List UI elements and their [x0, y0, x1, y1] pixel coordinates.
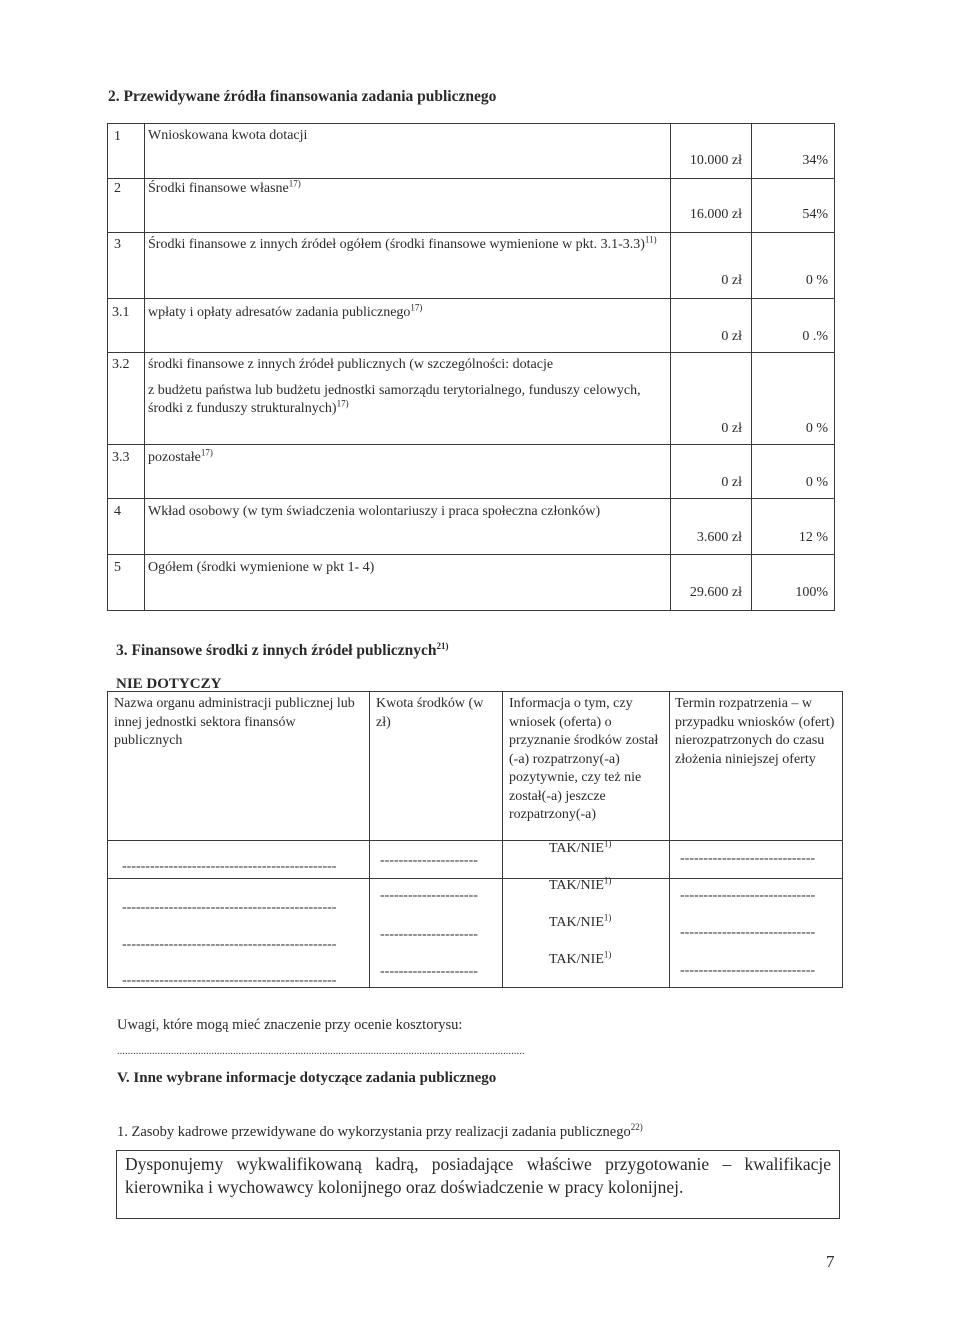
financing-sources-table: 1 Wnioskowana kwota dotacji 10.000 zł 34% 2 Środki finansowe własne$^{17)}$ 16.000 zł 54% 3 Środki finansowe z innych źródeł ogółem (środki finansowe wymienione w pkt. 3.1-3.3)$^{11)}$ 0 zł 0 % 3.1 wpłaty i opłaty adresatów zadania publicznego$^{17)}$ 0 zł 0 .% 3.2 środki finansowe z innych źródeł publicznych (w szczególności: dotacje z budżetu państwa lub budżetu jednostki samorządu terytorialnego, funduszy celowych, środki z funduszy strukturalnych)$^{17)}$ 0 zł 0 % 3.3 pozostałe$^{17)}$ 0 zł 0 % 4 Wkład osobowy (w tym świadczenia wolontariuszy i praca społeczna członków) 3.600 zł 12 % 5 Ogółem (środki wymienione w pkt 1- 4) 29.600 zł 100%	[107, 123, 835, 611]
header-amount: Kwota środków (w zł)	[376, 696, 484, 730]
section-3-title: 3. Finansowe środki z innych źródeł publicznych$^{21)}$	[116, 640, 449, 659]
remarks-label: Uwagi, które mogą mieć znaczenie przy ocenie kosztorysu:	[117, 1017, 463, 1033]
staff-resources-text: Dysponujemy wykwalifikowaną kadrą, posiadające właściwe przygotowanie – kwalifikacje kierownika i wychowawcy kolonijnego oraz doświadczenie w pracy kolonijnej.	[125, 1154, 831, 1197]
header-deadline: Termin rozpatrzenia – w przypadku wniosków (ofert) nierozpatrzonych do czasu złożenia niniejszej oferty	[675, 696, 835, 767]
other-public-sources-table: Nazwa organu administracji publicznej lub innej jednostki sektora finansów publicznych Kwota środków (w zł) Informacja o tym, czy wniosek (oferta) o przyznanie środków został (-a) rozpatrzony(-a) pozytywnie, czy też nie został(-a) jeszcze rozpatrzony(-a) Termin rozpatrzenia – w przypadku wniosków (ofert) nierozpatrzonych do czasu złożenia niniejszej oferty ---------------------------------------------- --------------------- TAK/NIE$^{1)}$ ----------------------------- ---------------------------------------------- --------------------- TAK/NIE$^{1)}$ ----------------------------- ---------------------------------------------- --------------------- TAK/NIE$^{1)}$ ----------------------------- ---------------------------------------------- --------------------- TAK/NIE$^{1)}$ -----------------------------	[107, 691, 843, 988]
section-v-title: V. Inne wybrane informacje dotyczące zadania publicznego	[117, 1070, 497, 1086]
remarks-dotted-line: .......................................................................................................................................................	[117, 1046, 525, 1057]
header-status: Informacja o tym, czy wniosek (oferta) o przyznanie środków został (-a) rozpatrzony(-a) pozytywnie, czy też nie został(-a) jeszcze rozpatrzony(-a)	[509, 696, 659, 822]
header-organ-name: Nazwa organu administracji publicznej lub innej jednostki sektora finansów publicznych	[114, 696, 355, 748]
section-v-item-1: 1. Zasoby kadrowe przewidywane do wykorzystania przy realizacji zadania publicznego$^{22)}$	[117, 1122, 643, 1140]
section-2-title: 2. Przewidywane źródła finansowania zadania publicznego	[108, 88, 497, 105]
page-number: 7	[826, 1252, 835, 1271]
staff-resources-box	[116, 1150, 840, 1219]
not-applicable-note: NIE DOTYCZY	[116, 676, 222, 692]
